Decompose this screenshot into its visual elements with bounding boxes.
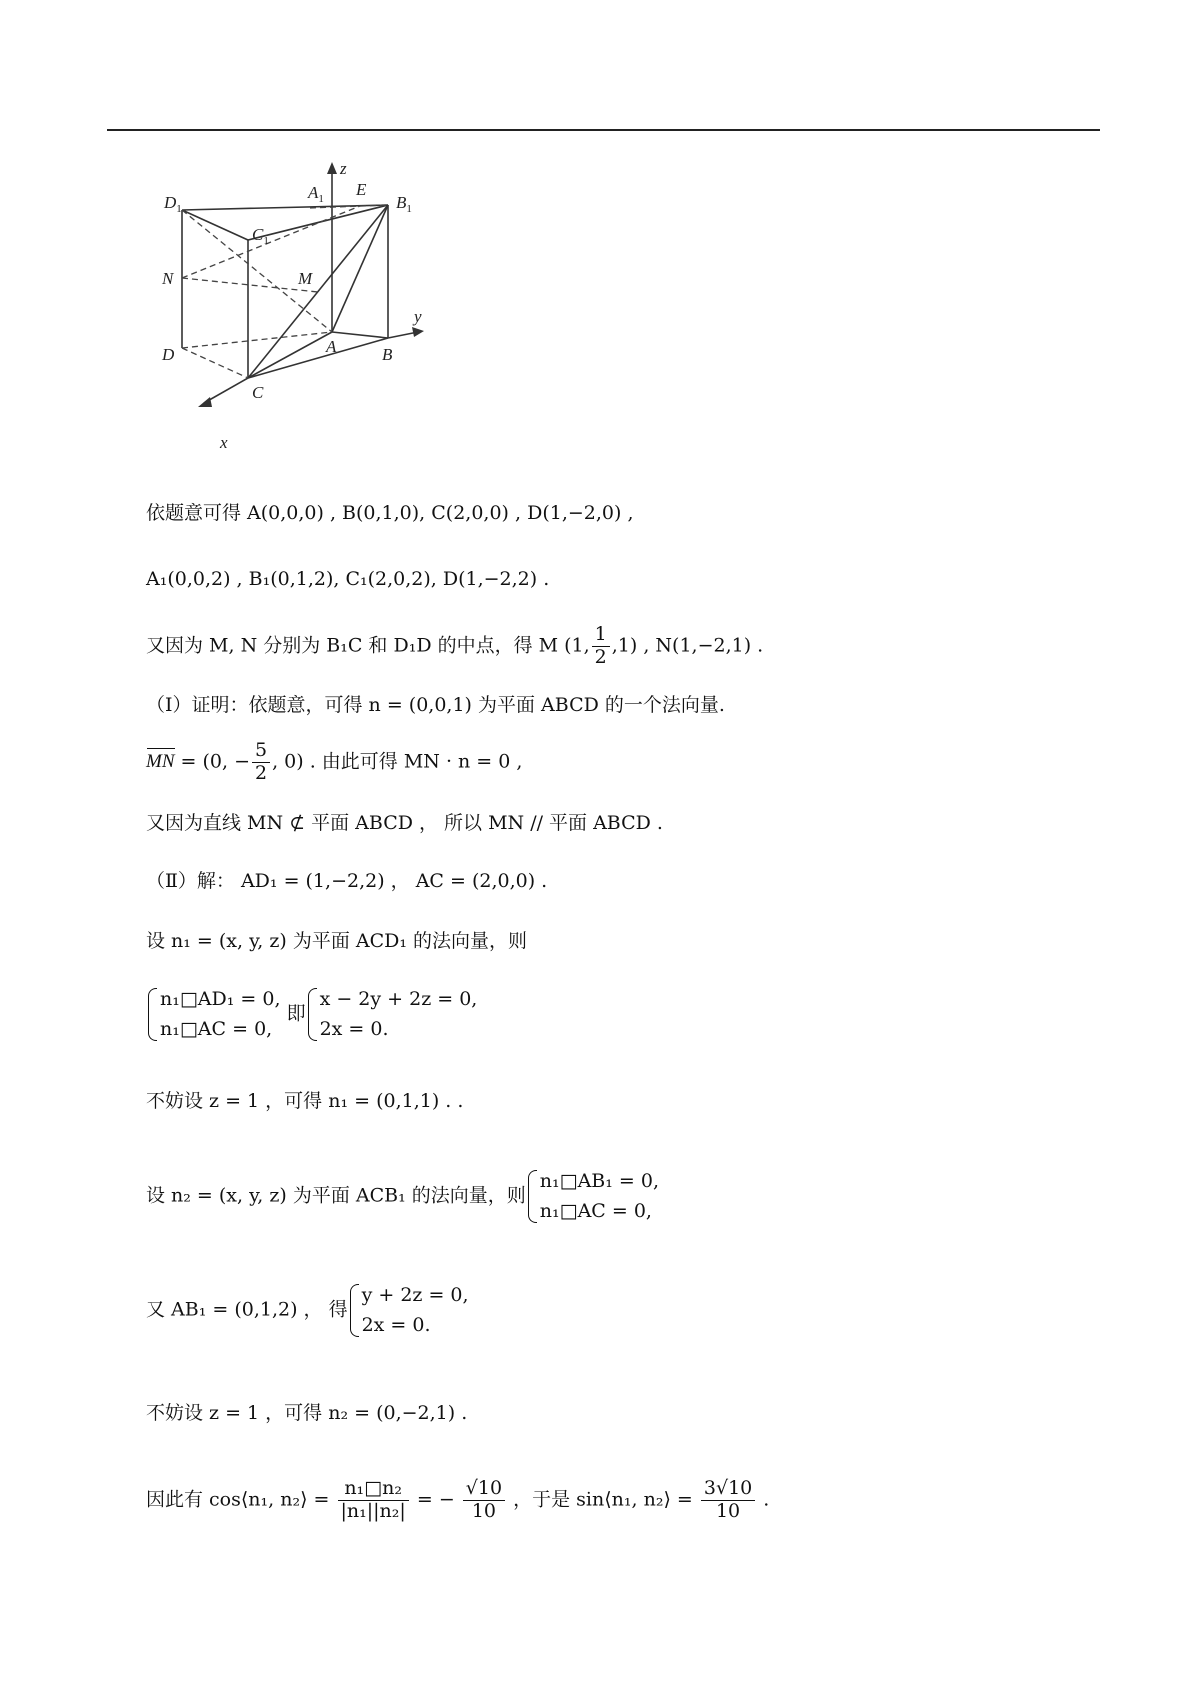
hidden-d-c [182, 348, 248, 378]
part2-line: （Ⅱ）解： AD₁ = (1,−2,2) ， AC = (2,0,0) . [146, 870, 548, 892]
hidden-d-a [182, 332, 332, 348]
label-x: x [220, 433, 228, 452]
set-n1-line: 设 n₁ = (x, y, z) 为平面 ACD₁ 的法向量，则 [146, 930, 528, 952]
label-a1: $A_1$ [308, 183, 324, 205]
coords-line-2: A₁(0,0,2) , B₁(0,1,2), C₁(2,0,2), D(1,−2,2) . [146, 568, 550, 590]
edge-c-b [248, 338, 388, 378]
label-c: C [252, 383, 264, 402]
label-c1: $C_1$ [252, 225, 269, 247]
mn-vector-line: MN = (0, − $\frac{5}{2}$ , 0) . 由此可得 MN · n = 0 , [146, 739, 523, 784]
z1-line-b: 不妨设 z = 1 ，可得 n₂ = (0,−2,1) . [146, 1402, 468, 1424]
hidden-n-e [182, 206, 360, 278]
edge-c-a [248, 332, 332, 378]
label-y: y [414, 307, 422, 326]
label-d: D [162, 345, 175, 364]
edge-c-b1 [248, 205, 388, 378]
x-axis [204, 378, 248, 403]
set-n2-line: 设 n₂ = (x, y, z) 为平面 ACB₁ 的法向量，则 n₁□AB₁ = 0, n₁□AC = 0, [146, 1166, 659, 1227]
fraction-half: $\frac{1}{2}$ [592, 624, 610, 669]
label-b: B [382, 345, 393, 364]
label-z: z [340, 160, 347, 178]
label-b1: $B_1$ [396, 193, 412, 215]
z1-line-a: 不妨设 z = 1 ，可得 n₁ = (0,1,1) . . [146, 1090, 464, 1112]
label-d1: $D_1$ [164, 193, 182, 215]
edge-d1-c1-b1 [182, 205, 388, 240]
prism-figure [160, 160, 480, 460]
fraction-five-halves: $\frac{5}{2}$ [252, 740, 270, 785]
midpoints-line: 又因为 M, N 分别为 B₁C 和 D₁D 的中点，得 M (1, $\frac{1}{2}$ ,1) , N(1,−2,1) . [146, 623, 764, 668]
coords-line-1: 依题意可得 A(0,0,0) , B(0,1,0), C(2,0,0) , D(1,−2,0) , [146, 502, 634, 524]
ab1-line: 又 AB₁ = (0,1,2) ， 得 y + 2z = 0, 2x = 0. [146, 1280, 469, 1341]
cos-line: 因此有 cos⟨n₁, n₂⟩ = $\frac{\text{n₁□n₂}}{\text{|n₁||n₂|}}$ = − $\frac{√10}{10}$ ，于是 sin⟨n₁, n₂⟩ = $\frac{3√10}{10}$ . [146, 1477, 770, 1522]
z-axis-arrow [327, 162, 337, 174]
label-e: E [356, 180, 367, 199]
edge-a-b1 [332, 205, 388, 332]
x-axis-arrow [198, 397, 212, 407]
y-axis-arrow [412, 327, 424, 337]
system-n1: n₁□AD₁ = 0, n₁□AC = 0, 即 x − 2y + 2z = 0, 2x = 0. [146, 984, 477, 1045]
part1-line: （Ⅰ）证明：依题意，可得 n = (0,0,1) 为平面 ABCD 的一个法向量. [146, 694, 725, 716]
fraction-3sqrt10-over-10: $\frac{3√10}{10}$ [701, 1478, 755, 1523]
header-rule [107, 129, 1100, 131]
fraction-sqrt10-over-10: $\frac{√10}{10}$ [463, 1478, 505, 1523]
parallel-line: 又因为直线 MN ⊄ 平面 ABCD ， 所以 MN // 平面 ABCD . [146, 812, 663, 834]
edge-a-b [332, 332, 388, 338]
fraction-dot-over-norms: $\frac{\text{n₁□n₂}}{\text{|n₁||n₂|}}$ [338, 1478, 409, 1523]
label-n: N [162, 269, 174, 288]
label-a: A [326, 337, 337, 356]
label-m: M [298, 269, 313, 288]
